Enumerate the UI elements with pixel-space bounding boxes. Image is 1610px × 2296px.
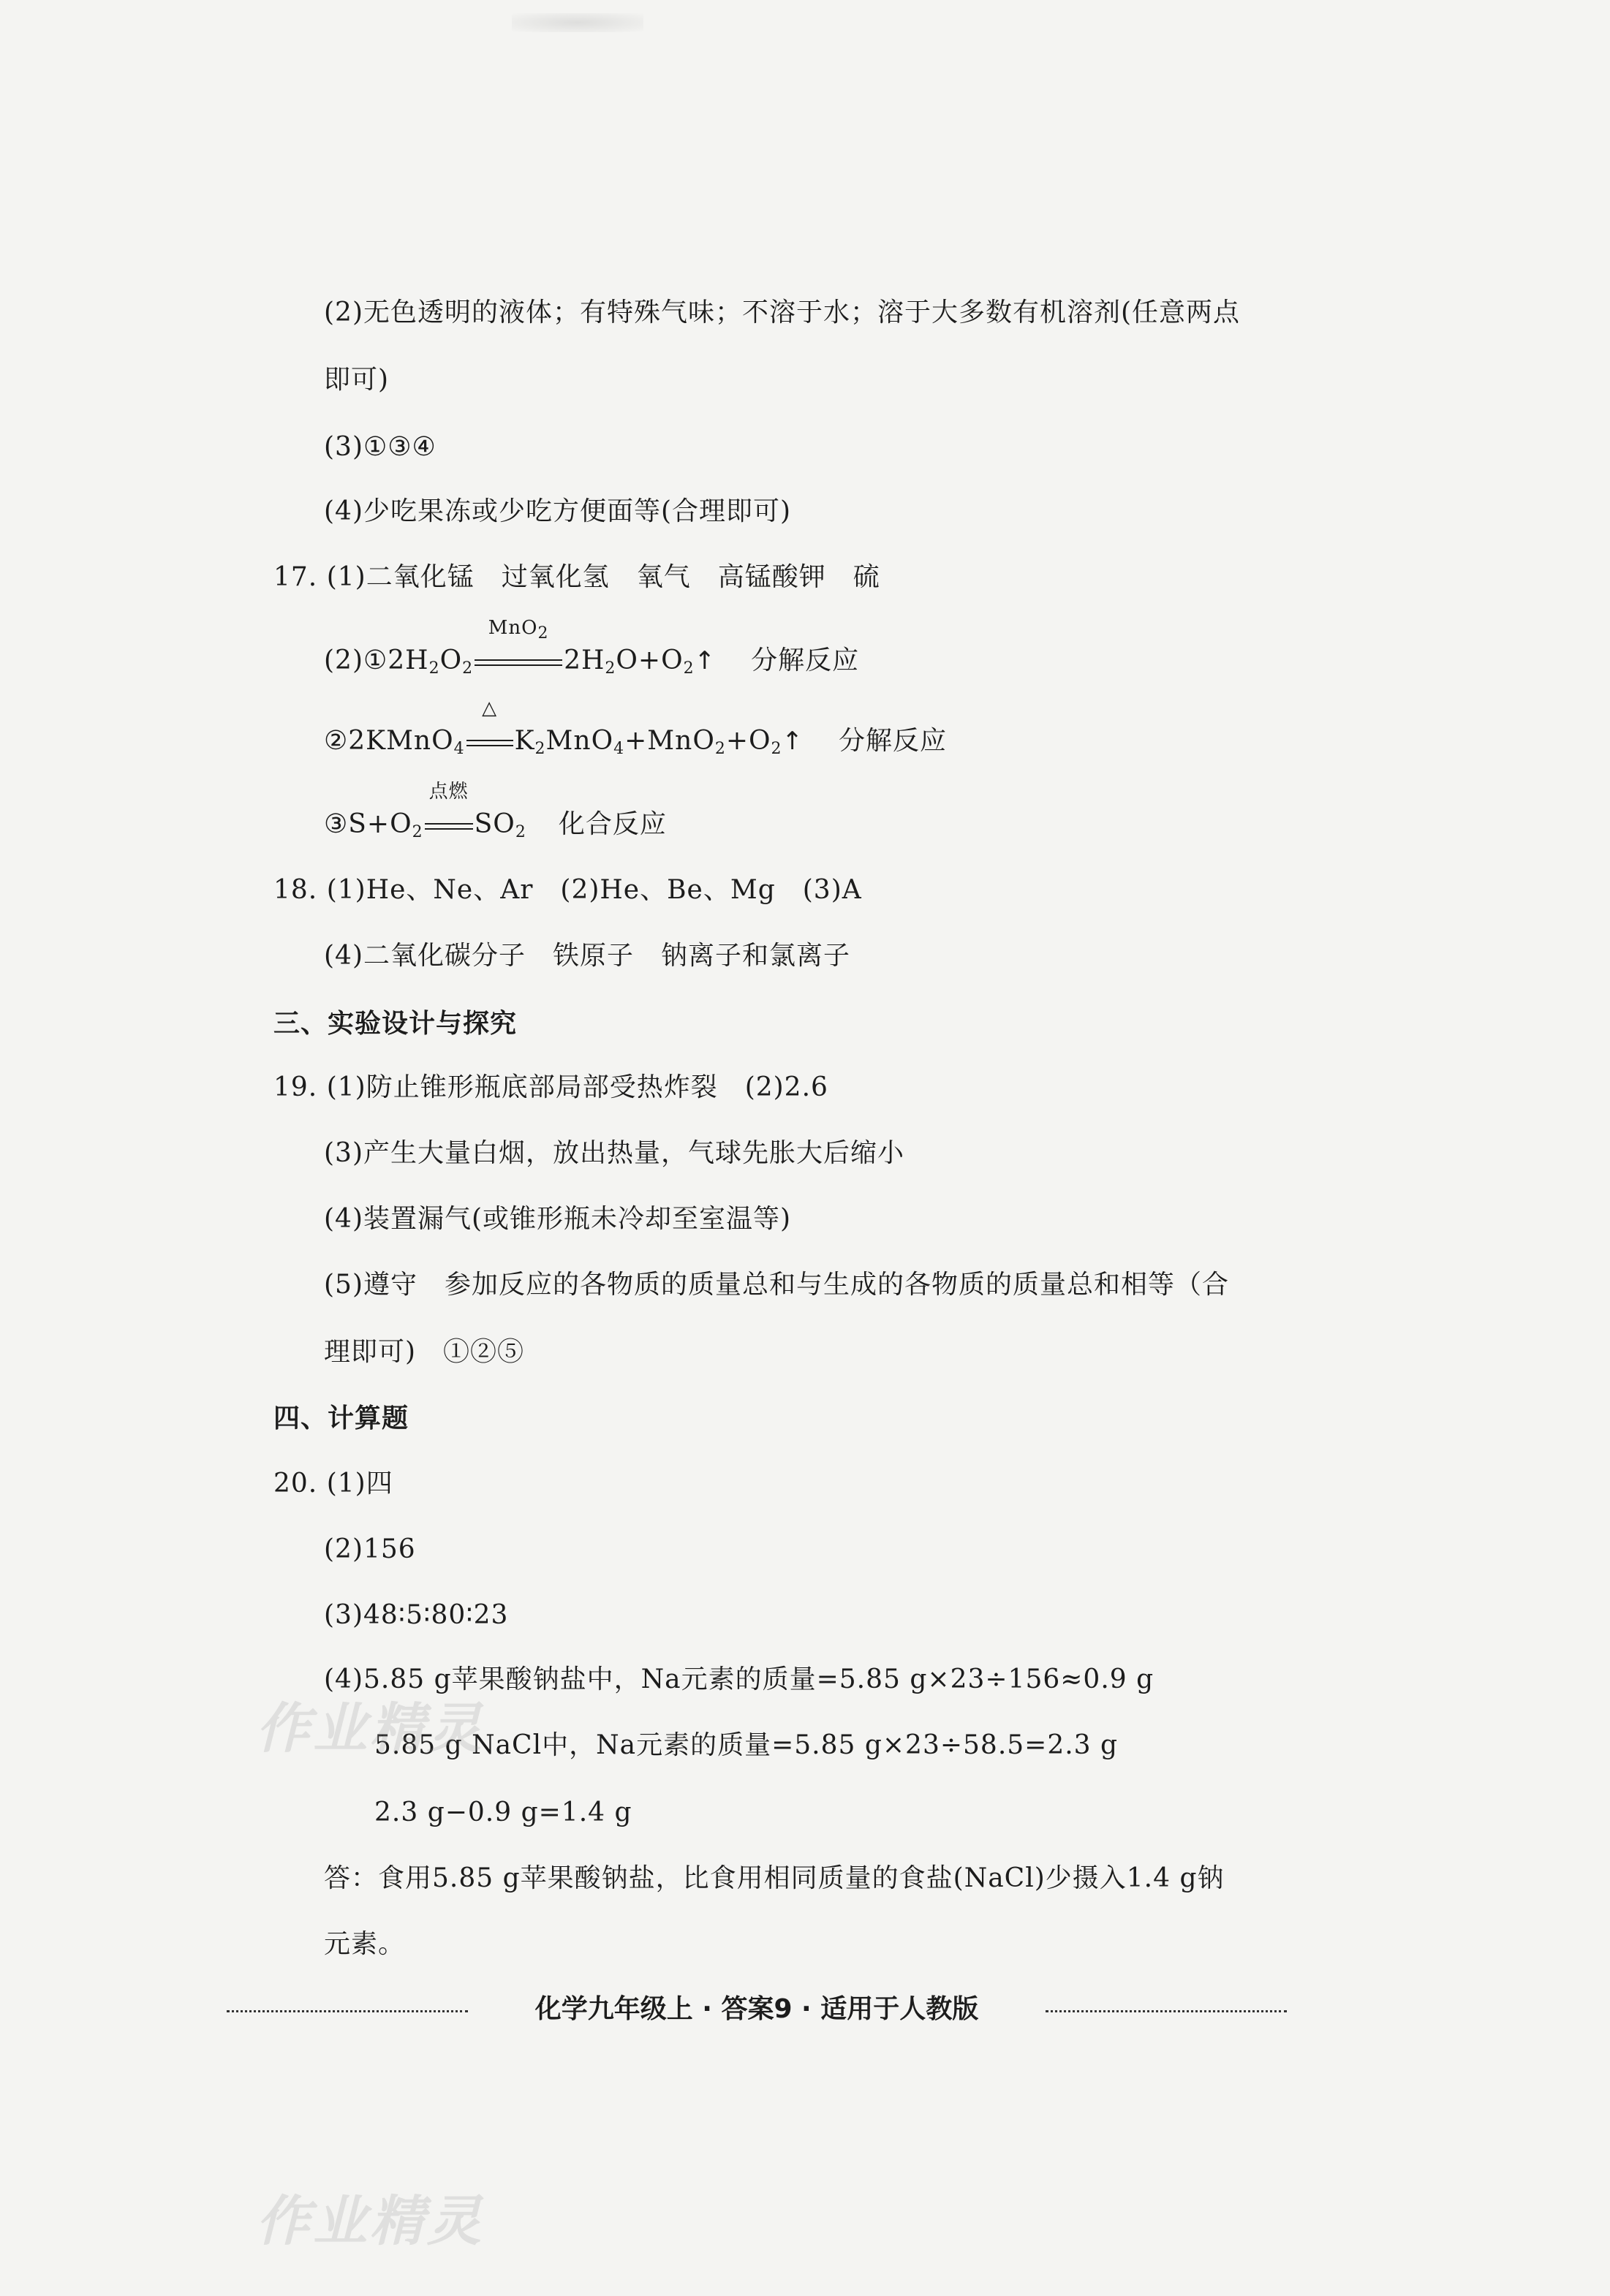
answer-20-4-line2: 5.85 g NaCl中，Na元素的质量=5.85 g×23÷58.5=2.3 g	[374, 1730, 1119, 1760]
answer-16-2-line2: 即可)	[324, 365, 390, 395]
footer-text: 化学九年级上 · 答案9 · 适用于人教版	[534, 1994, 979, 2024]
answer-conclusion-line2: 元素。	[324, 1929, 406, 1959]
eq1-product-tail: O+O	[616, 645, 684, 675]
eq3-product-sub: 2	[515, 823, 526, 841]
eq2-p1-sub: 2	[534, 740, 546, 758]
answer-18-1: 18. (1)He、Ne、Ar (2)He、Be、Mg (3)A	[273, 875, 862, 905]
page-footer	[227, 1988, 1287, 2032]
footer-dots-left	[227, 2010, 468, 2012]
eq1-gas-arrow: ↑	[694, 646, 717, 675]
answer-19-5-line2: 理即可) ①②⑤	[324, 1337, 525, 1367]
eq2-condition	[466, 697, 513, 759]
answer-20-2: (2)156	[324, 1534, 416, 1564]
answer-16-4: (4)少吃果冻或少吃方便面等(合理即可)	[324, 496, 792, 526]
eq1-prefix: (2)①2H	[324, 645, 429, 675]
eq2-reaction-type: 分解反应	[839, 726, 948, 756]
equation-1	[324, 617, 860, 678]
answer-19-1: 19. (1)防止锥形瓶底部局部受热炸裂 (2)2.6	[273, 1072, 828, 1102]
equation-2	[324, 697, 948, 759]
eq3-condition-text: 点燃	[428, 781, 469, 803]
eq2-condition-text: △	[482, 697, 498, 719]
eq2-p1-tail: MnO	[545, 726, 614, 756]
eq1-condition-sub: 2	[537, 624, 549, 643]
eq2-p2-sub: 2	[714, 740, 726, 758]
answer-19-3: (3)产生大量白烟，放出热量，气球先胀大后缩小	[324, 1138, 904, 1168]
answer-16-3: (3)①③④	[324, 432, 436, 462]
answer-17-1: 17. (1)二氧化锰 过氧化氢 氧气 高锰酸钾 硫	[273, 562, 880, 592]
section-heading-4: 四、计算题	[273, 1403, 409, 1433]
answer-18-4: (4)二氧化碳分子 铁原子 钠离子和氯离子	[324, 941, 850, 971]
eq2-p2: +MnO	[624, 726, 715, 756]
answer-16-2-line1: (2)无色透明的液体；有特殊气味；不溶于水；溶于大多数有机溶剂(任意两点	[324, 298, 1241, 327]
eq2-gas-arrow: ↑	[782, 727, 804, 756]
eq3-reaction-type: 化合反应	[558, 809, 667, 839]
eq1-sub: 2	[428, 659, 440, 678]
eq1-sub2: 2	[462, 659, 474, 678]
footer-dots-right	[1046, 2010, 1287, 2012]
eq2-p3-sub: 2	[771, 740, 782, 758]
answer-20-4-line3: 2.3 g−0.9 g=1.4 g	[374, 1797, 632, 1827]
answer-19-5-line1: (5)遵守 参加反应的各物质的质量总和与生成的各物质的质量总和相等（合	[324, 1270, 1229, 1300]
answer-20-4-line1: (4)5.85 g苹果酸钠盐中，Na元素的质量=5.85 g×23÷156≈0.9 g	[324, 1664, 1154, 1694]
eq2-p3: +O	[725, 726, 771, 756]
eq1-reaction-type: 分解反应	[751, 645, 860, 675]
eq3-sub: 2	[412, 823, 423, 841]
eq3-product: SO	[474, 809, 515, 839]
section-heading-3: 三、实验设计与探究	[273, 1008, 518, 1039]
eq1-product: 2H	[564, 645, 605, 675]
equation-3	[324, 781, 667, 842]
eq2-p1: K	[514, 726, 535, 756]
eq3-condition	[425, 781, 473, 842]
watermark-upper: 作业精灵	[256, 1697, 484, 1760]
answer-20-3: (3)48∶5∶80∶23	[324, 1600, 509, 1630]
eq1-condition-text: MnO	[488, 617, 538, 639]
eq1-reactant-tail: O	[439, 645, 463, 675]
eq1-condition	[475, 617, 562, 678]
watermark-lower: 作业精灵	[256, 2190, 484, 2253]
answer-20-1: 20. (1)四	[273, 1469, 393, 1499]
eq1-product-sub: 2	[605, 659, 616, 678]
eq3-prefix: ③S+O	[324, 809, 412, 839]
answer-conclusion-line1: 答：食用5.85 g苹果酸钠盐，比食用相同质量的食盐(NaCl)少摄入1.4 g钠	[324, 1863, 1225, 1893]
scan-smudge	[512, 13, 643, 32]
eq2-p1-sub2: 4	[613, 740, 625, 758]
eq2-sub: 4	[453, 740, 465, 758]
eq2-prefix: ②2KMnO	[324, 726, 454, 756]
eq1-product-sub2: 2	[683, 659, 695, 678]
answer-19-4: (4)装置漏气(或锥形瓶未冷却至室温等)	[324, 1204, 792, 1234]
